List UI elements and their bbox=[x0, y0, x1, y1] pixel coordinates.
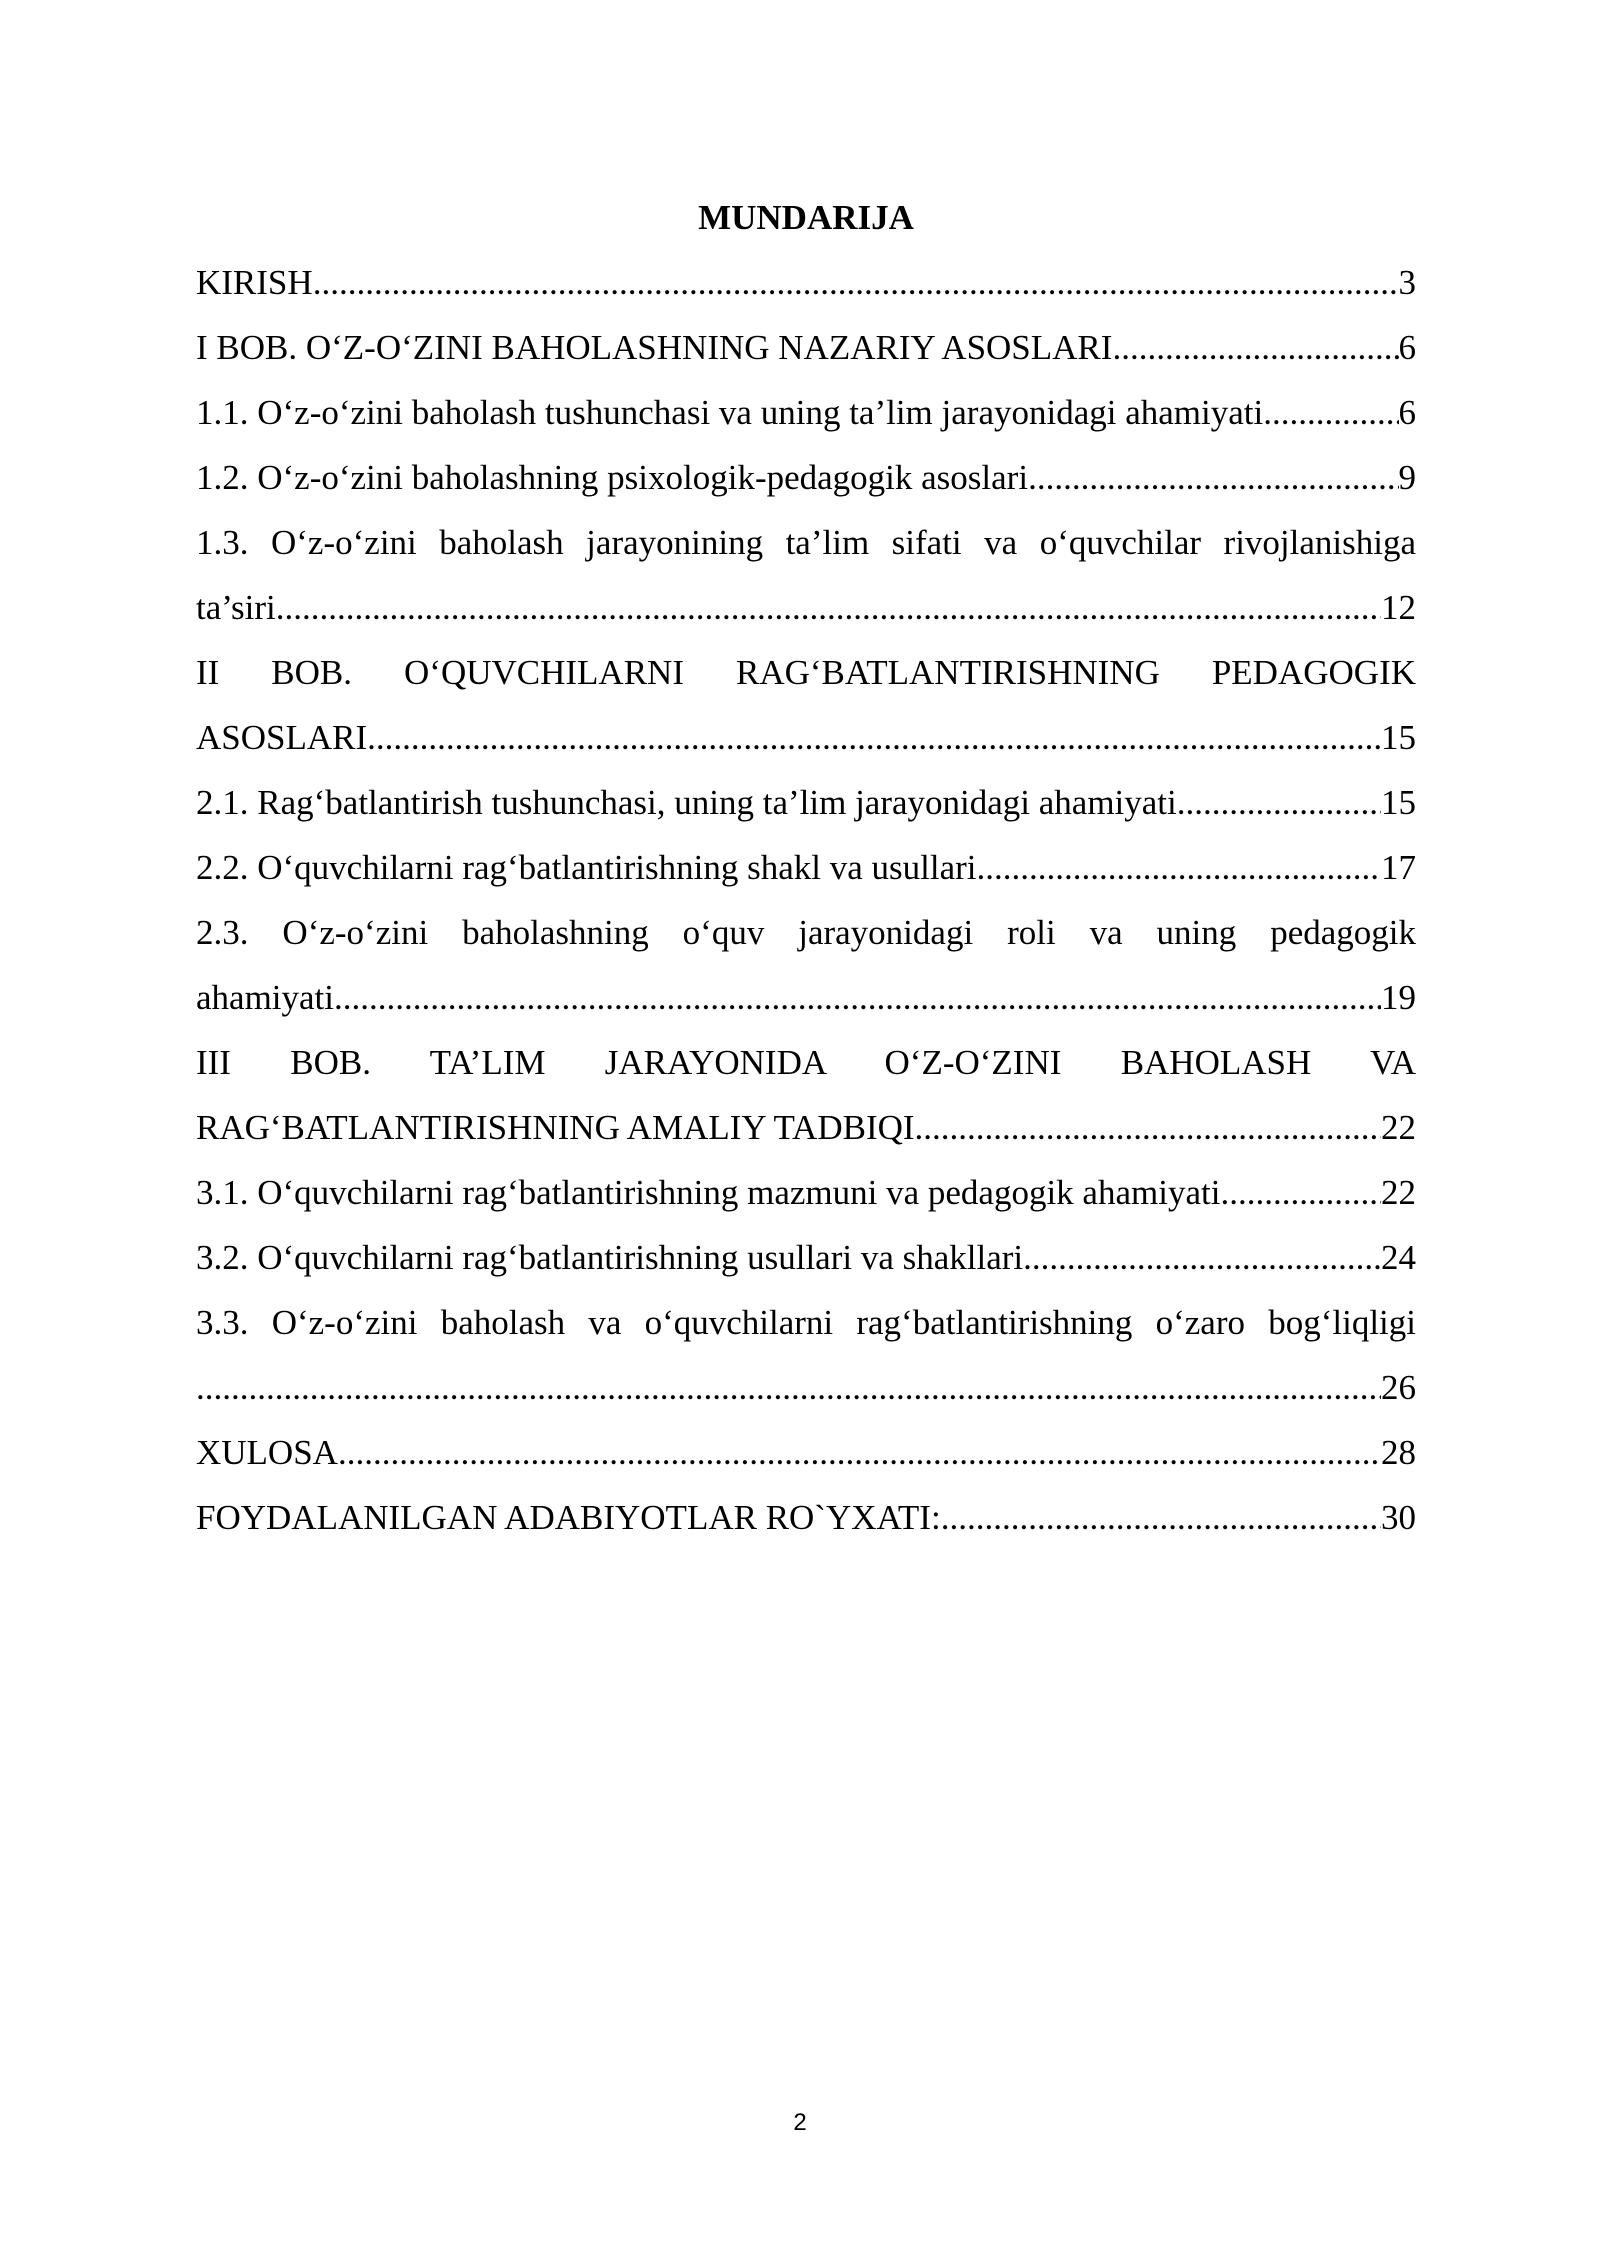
toc-entry-section-2-1 bbox=[196, 770, 1416, 835]
toc-entry-chapter-2-line2 bbox=[196, 705, 1416, 770]
toc-entry-chapter-1 bbox=[196, 315, 1416, 380]
toc-entry-text: 2.2. O‘quvchilarni rag‘batlantirishning shakl va usullari bbox=[196, 848, 977, 887]
dot-leader bbox=[1023, 1225, 1381, 1290]
toc-entry-section-3-1 bbox=[196, 1160, 1416, 1225]
toc-entry-chapter-3-line1 bbox=[196, 1030, 1416, 1095]
dot-leader bbox=[1028, 445, 1398, 510]
toc-entry-text: ASOSLARI bbox=[196, 718, 368, 757]
toc-page-number: 6 bbox=[1398, 328, 1416, 367]
dot-leader bbox=[1220, 1160, 1381, 1225]
toc-page-number: 15 bbox=[1381, 783, 1416, 822]
toc-entry-chapter-3-line2 bbox=[196, 1095, 1416, 1160]
toc-page-number: 30 bbox=[1381, 1498, 1416, 1537]
toc-entry-text: ahamiyati bbox=[196, 978, 335, 1017]
toc-entry-text: 2.3. O‘z-o‘zini baholashning o‘quv jarayonidagi roli va uning pedagogik bbox=[196, 913, 1416, 952]
toc-page-number: 24 bbox=[1381, 1238, 1416, 1277]
toc-entry-text: KIRISH bbox=[196, 263, 313, 302]
toc-entry-text: 3.1. O‘quvchilarni rag‘batlantirishning mazmuni va pedagogik ahamiyati bbox=[196, 1173, 1221, 1212]
dot-leader bbox=[313, 250, 1399, 315]
dot-leader bbox=[196, 1355, 1381, 1420]
toc-entry-section-1-1 bbox=[196, 380, 1416, 445]
toc-entry-chapter-2-line1 bbox=[196, 640, 1416, 705]
toc-entry-section-2-2 bbox=[196, 835, 1416, 900]
toc-entry-text: 1.3. O‘z-o‘zini baholash jarayonining ta’lim sifati va o‘quvchilar rivojlanishiga bbox=[196, 523, 1416, 562]
toc-entry-section-3-3-line2 bbox=[196, 1355, 1416, 1420]
toc-page-number: 17 bbox=[1381, 848, 1416, 887]
toc-page-number: 3 bbox=[1398, 263, 1416, 302]
dot-leader bbox=[1177, 770, 1381, 835]
toc-entry-text: FOYDALANILGAN ADABIYOTLAR RO`YXATI: bbox=[196, 1498, 941, 1537]
dot-leader bbox=[915, 1095, 1381, 1160]
dot-leader bbox=[276, 575, 1381, 640]
toc-entry-text: II BOB. O‘QUVCHILARNI RAG‘BATLANTIRISHNING PEDAGOGIK bbox=[196, 653, 1416, 692]
toc-entry-section-2-3-line2 bbox=[196, 965, 1416, 1030]
dot-leader bbox=[367, 705, 1381, 770]
toc-page-number: 15 bbox=[1381, 718, 1416, 757]
toc-entry-section-3-2 bbox=[196, 1225, 1416, 1290]
toc-page-number: 26 bbox=[1381, 1368, 1416, 1407]
toc-entry-text: 3.2. O‘quvchilarni rag‘batlantirishning usullari va shakllari bbox=[196, 1238, 1024, 1277]
toc-entry-text: RAG‘BATLANTIRISHNING AMALIY TADBIQI bbox=[196, 1108, 915, 1147]
toc-entry-text: 1.1. O‘z-o‘zini baholash tushunchasi va uning ta’lim jarayonidagi ahamiyati bbox=[196, 393, 1264, 432]
toc-page-number: 19 bbox=[1381, 978, 1416, 1017]
toc-entry-text: III BOB. TA’LIM JARAYONIDA O‘Z-O‘ZINI BAHOLASH VA bbox=[196, 1043, 1416, 1082]
toc-entry-xulosa bbox=[196, 1420, 1416, 1485]
table-of-contents bbox=[196, 250, 1416, 1550]
toc-page-number: 22 bbox=[1381, 1173, 1416, 1212]
toc-page-number: 28 bbox=[1381, 1433, 1416, 1472]
dot-leader bbox=[1112, 315, 1398, 380]
toc-entry-section-3-3-line1 bbox=[196, 1290, 1416, 1355]
toc-entry-section-1-3-line2 bbox=[196, 575, 1416, 640]
toc-entry-section-2-3-line1 bbox=[196, 900, 1416, 965]
toc-entry-text: 1.2. O‘z-o‘zini baholashning psixologik-pedagogik asoslari bbox=[196, 458, 1029, 497]
toc-entry-text: 3.3. O‘z-o‘zini baholash va o‘quvchilarni rag‘batlantirishning o‘zaro bog‘liqligi bbox=[196, 1303, 1416, 1342]
toc-entry-section-1-3-line1 bbox=[196, 510, 1416, 575]
page-number: 2 bbox=[793, 2109, 807, 2136]
toc-entry-text: XULOSA bbox=[196, 1433, 338, 1472]
toc-entry-text: 2.1. Rag‘batlantirish tushunchasi, uning ta’lim jarayonidagi ahamiyati bbox=[196, 783, 1177, 822]
dot-leader bbox=[941, 1485, 1381, 1550]
toc-entry-kirish bbox=[196, 250, 1416, 315]
dot-leader bbox=[338, 1420, 1381, 1485]
toc-entry-references bbox=[196, 1485, 1416, 1550]
toc-page-number: 12 bbox=[1381, 588, 1416, 627]
toc-entry-section-1-2 bbox=[196, 445, 1416, 510]
toc-page-number: 9 bbox=[1398, 458, 1416, 497]
dot-leader bbox=[334, 965, 1381, 1030]
toc-entry-text: ta’siri bbox=[196, 588, 276, 627]
dot-leader bbox=[1263, 380, 1398, 445]
page-title: MUNDARIJA bbox=[698, 198, 914, 237]
toc-entry-text: I BOB. O‘Z-O‘ZINI BAHOLASHNING NAZARIY ASOSLARI bbox=[196, 328, 1113, 367]
toc-page-number: 22 bbox=[1381, 1108, 1416, 1147]
dot-leader bbox=[977, 835, 1381, 900]
toc-page-number: 6 bbox=[1398, 393, 1416, 432]
